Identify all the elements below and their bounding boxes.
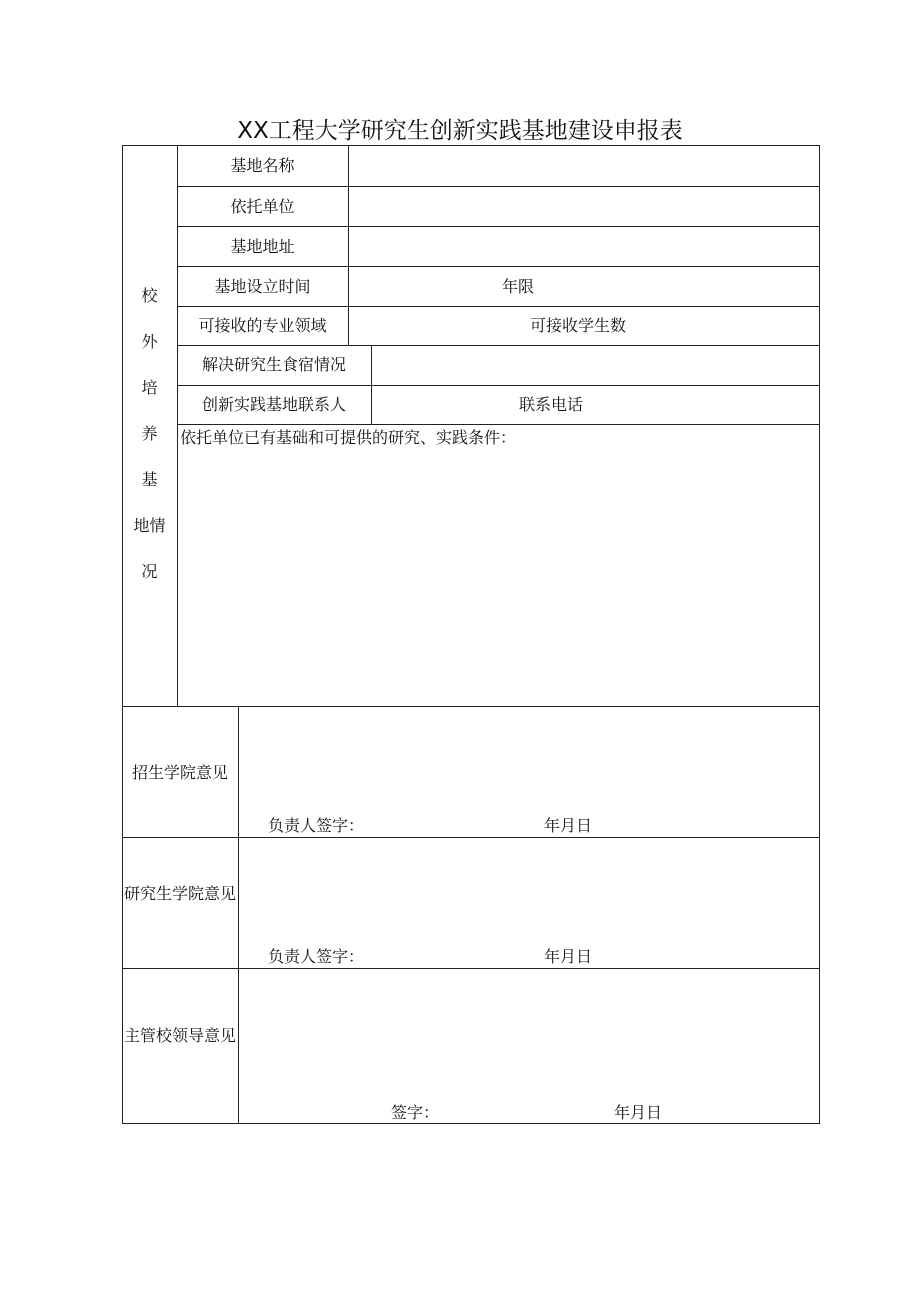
- opinion-sign-label: 负责人签字：: [268, 816, 365, 835]
- base-address-label: 基地地址: [230, 237, 295, 256]
- opinion-date-label: 年月日: [614, 1103, 663, 1122]
- table-border-right: [819, 145, 820, 1124]
- base-name-label: 基地名称: [230, 156, 295, 175]
- vertical-label-char: 况: [141, 562, 158, 581]
- conditions-label: 依托单位已有基础和可提供的研究、实践条件：: [180, 428, 517, 447]
- row-line: [177, 424, 820, 425]
- base-address-field[interactable]: [349, 227, 819, 266]
- vertical-label-char: 培: [141, 378, 158, 397]
- vertical-label-char: 校: [141, 286, 158, 305]
- table-border-bottom: [122, 1123, 820, 1124]
- section-line: [122, 968, 820, 969]
- row-line: [177, 385, 820, 386]
- vertical-label-char: 地情: [133, 516, 166, 535]
- opinion-label-divider: [238, 706, 239, 1124]
- vertical-label-char: 外: [141, 332, 158, 351]
- host-unit-label: 依托单位: [230, 197, 295, 216]
- established-time-label: 基地设立时间: [214, 277, 311, 296]
- page-title: XX工程大学研究生创新实践基地建设申报表: [237, 118, 683, 144]
- base-name-field[interactable]: [349, 146, 819, 186]
- student-count-label: 可接收学生数: [530, 316, 627, 335]
- row-line: [177, 266, 820, 267]
- graduate-school-opinion-label: 研究生学院意见: [123, 884, 236, 903]
- vertical-label-char: 养: [141, 424, 158, 443]
- section-line: [122, 837, 820, 838]
- contact-person-label: 创新实践基地联系人: [201, 395, 346, 414]
- accommodation-label: 解决研究生食宿情况: [201, 355, 346, 374]
- duration-label: 年限: [502, 277, 535, 296]
- label-column-divider: [348, 306, 349, 346]
- majors-label: 可接收的专业领域: [198, 316, 327, 335]
- section-line: [122, 706, 820, 707]
- opinion-sign-label: 负责人签字：: [268, 947, 365, 966]
- opinion-date-label: 年月日: [544, 947, 593, 966]
- opinion-sign-label: 签字：: [391, 1103, 440, 1122]
- row-line: [177, 306, 820, 307]
- admission-college-opinion-label: 招生学院意见: [131, 763, 228, 782]
- accommodation-field[interactable]: [372, 346, 819, 385]
- vertical-label-char: 基: [141, 470, 158, 489]
- host-unit-field[interactable]: [349, 187, 819, 226]
- conditions-field[interactable]: [178, 450, 819, 705]
- leader-opinion-label: 主管校领导意见: [123, 1026, 236, 1045]
- contact-phone-label: 联系电话: [519, 395, 584, 414]
- opinion-date-label: 年月日: [544, 816, 593, 835]
